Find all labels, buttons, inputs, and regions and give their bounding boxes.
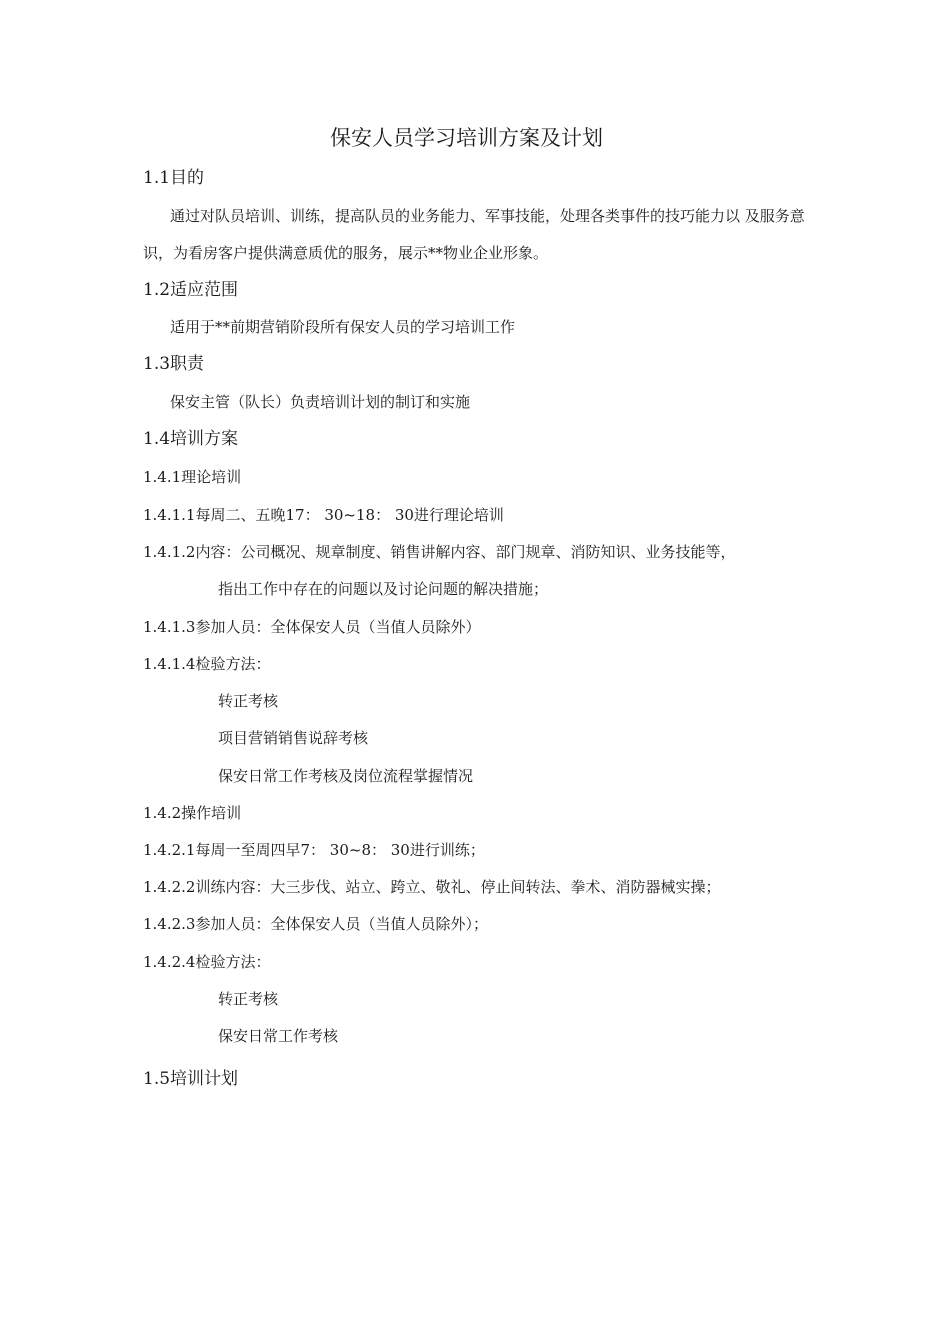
item-1-4-1-2-line-1: 1.4.1.2内容：公司概况、规章制度、销售讲解内容、部门规章、消防知识、业务技能等， xyxy=(143,543,736,561)
item-1-4-1-3: 1.4.1.3参加人员：全体保安人员（当值人员除外） xyxy=(143,618,481,636)
section-1-4-heading: 1.4培训方案 xyxy=(143,429,239,449)
section-1-1-paragraph-line-1: 通过对队员培训、训练，提高队员的业务能力、军事技能，处理各类事件的技巧能力以 及服务意 xyxy=(170,207,805,225)
section-1-2-paragraph: 适用于**前期营销阶段所有保安人员的学习培训工作 xyxy=(170,318,516,336)
item-1-4-1-1: 1.4.1.1每周二、五晚17： 30~18： 30进行理论培训 xyxy=(143,506,504,524)
section-1-3-heading: 1.3职责 xyxy=(143,354,205,374)
item-1-4-1-4: 1.4.1.4检验方法： xyxy=(143,655,271,673)
theory-method: 保安日常工作考核及岗位流程掌握情况 xyxy=(218,767,474,785)
operation-method: 保安日常工作考核 xyxy=(218,1027,339,1045)
item-1-4-1-2-line-2: 指出工作中存在的问题以及讨论问题的解决措施； xyxy=(218,580,549,598)
section-1-4-1-heading: 1.4.1理论培训 xyxy=(143,468,242,486)
section-1-2-heading: 1.2适应范围 xyxy=(143,280,239,300)
item-1-4-2-3: 1.4.2.3参加人员：全体保安人员（当值人员除外）； xyxy=(143,915,488,933)
item-1-4-2-2: 1.4.2.2训练内容：大三步伐、站立、跨立、敬礼、停止间转法、拳术、消防器械实操； xyxy=(143,878,721,896)
item-1-4-2-4: 1.4.2.4检验方法： xyxy=(143,953,271,971)
theory-method: 转正考核 xyxy=(218,692,279,710)
document-title: 保安人员学习培训方案及计划 xyxy=(330,126,603,150)
operation-method: 转正考核 xyxy=(218,990,279,1008)
item-1-4-2-1: 1.4.2.1每周一至周四早7： 30~8： 30进行训练； xyxy=(143,841,485,859)
section-1-3-paragraph: 保安主管（队长）负责培训计划的制订和实施 xyxy=(170,393,471,411)
section-1-4-2-heading: 1.4.2操作培训 xyxy=(143,804,242,822)
section-1-1-paragraph-line-2: 识，为看房客户提供满意质优的服务，展示**物业企业形象。 xyxy=(143,244,549,262)
theory-method: 项目营销销售说辞考核 xyxy=(218,729,369,747)
section-1-5-heading: 1.5培训计划 xyxy=(143,1069,239,1089)
section-1-1-heading: 1.1目的 xyxy=(143,168,205,188)
